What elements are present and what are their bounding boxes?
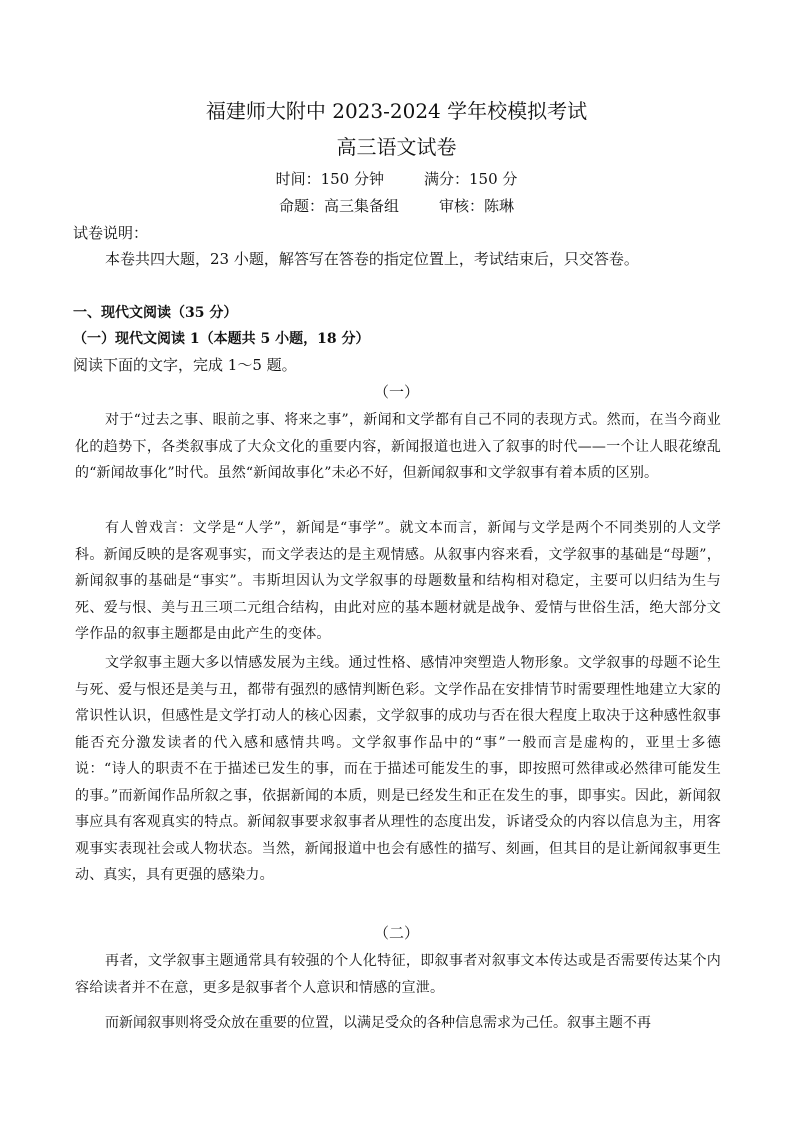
exam-info-row-2 <box>0 196 793 216</box>
part-marker-2: （二） <box>373 924 419 942</box>
part-marker-1: （一） <box>373 383 419 401</box>
exam-score: 满分：150 分 <box>424 170 518 188</box>
paragraph-4: 再者，文学叙事主题通常具有较强的个人化特征，即叙事者对叙事文本传达或是否需要传达某个内容给读者并不在意，更多是叙事者个人意识和情感的宣泄。 <box>75 953 721 996</box>
exam-author: 命题：高三集备组 <box>278 197 399 215</box>
exam-title: 福建师大附中 2023-2024 学年校模拟考试 <box>205 99 588 123</box>
instructions-text: 本卷共四大题，23 小题，解答写在答卷的指定位置上，考试结束后，只交答卷。 <box>105 250 639 268</box>
exam-time: 时间：150 分钟 <box>275 170 384 188</box>
subsection-heading: （一）现代文阅读 1（本题共 5 小题，18 分） <box>73 331 370 347</box>
paragraph-2: 有人曾戏言：文学是“人学”，新闻是“事学”。就文本而言，新闻与文学是两个不同类别的人文学科。新闻反映的是客观事实，而文学表达的是主观情感。从叙事内容来看，文学叙事的基础是“母题”，新闻叙事的基础是“事实”。韦斯坦因认为文学叙事的母题数量和结构相对稳定，主要可以归结为生与死、爱与恨、美与丑三项二元组合结构，由此对应的基本题材就是战争、爱情与世俗生活，绝大部分文学作品的叙事主题都是由此产生的变体。 <box>75 520 721 642</box>
paragraph-5: 而新闻叙事则将受众放在重要的位置，以满足受众的各种信息需求为己任。叙事主题不再 <box>105 1015 651 1031</box>
section-heading: 一、现代文阅读（35 分） <box>73 305 238 321</box>
paragraph-3: 文学叙事主题大多以情感发展为主线。通过性格、感情冲突塑造人物形象。文学叙事的母题不论生与死、爱与恨还是美与丑，都带有强烈的感情判断色彩。文学作品在安排情节时需要理性地建立大家的常识性认识，但感性是文学打动人的核心因素，文学叙事的成功与否在很大程度上取决于这种感性叙事能否充分激发读者的代入感和感情共鸣。文学叙事作品中的“事”一般而言是虚构的，亚里士多德说：“诗人的职责不在于描述已发生的事，而在于描述可能发生的事，即按照可然律或必然律可能发生的事。”而新闻作品所叙之事，依据新闻的本质，则是已经发生和正在发生的事，即事实。因此，新闻叙事应具有客观真实的特点。新闻叙事要求叙事者从理性的态度出发，诉诸受众的内容以信息为主，用客观事实表现社会或人物状态。当然，新闻报道中也会有感性的描写、刻画，但其目的是让新闻叙事更生动、真实，具有更强的感染力。 <box>75 655 721 883</box>
reading-prompt: 阅读下面的文字，完成 1～5 题。 <box>73 356 297 374</box>
paragraph-1: 对于“过去之事、眼前之事、将来之事”，新闻和文学都有自己不同的表现方式。然而，在当今商业化的趋势下，各类叙事成了大众文化的重要内容，新闻报道也进入了叙事的时代——一个让人眼花缭乱的“新闻故事化”时代。虽然“新闻故事化”未必不好，但新闻叙事和文学叙事有着本质的区别。 <box>75 412 721 481</box>
instructions-label: 试卷说明： <box>73 224 149 242</box>
exam-reviewer: 审核：陈琳 <box>439 197 515 215</box>
exam-subtitle: 高三语文试卷 <box>336 135 457 159</box>
exam-info-row-1 <box>0 169 793 189</box>
